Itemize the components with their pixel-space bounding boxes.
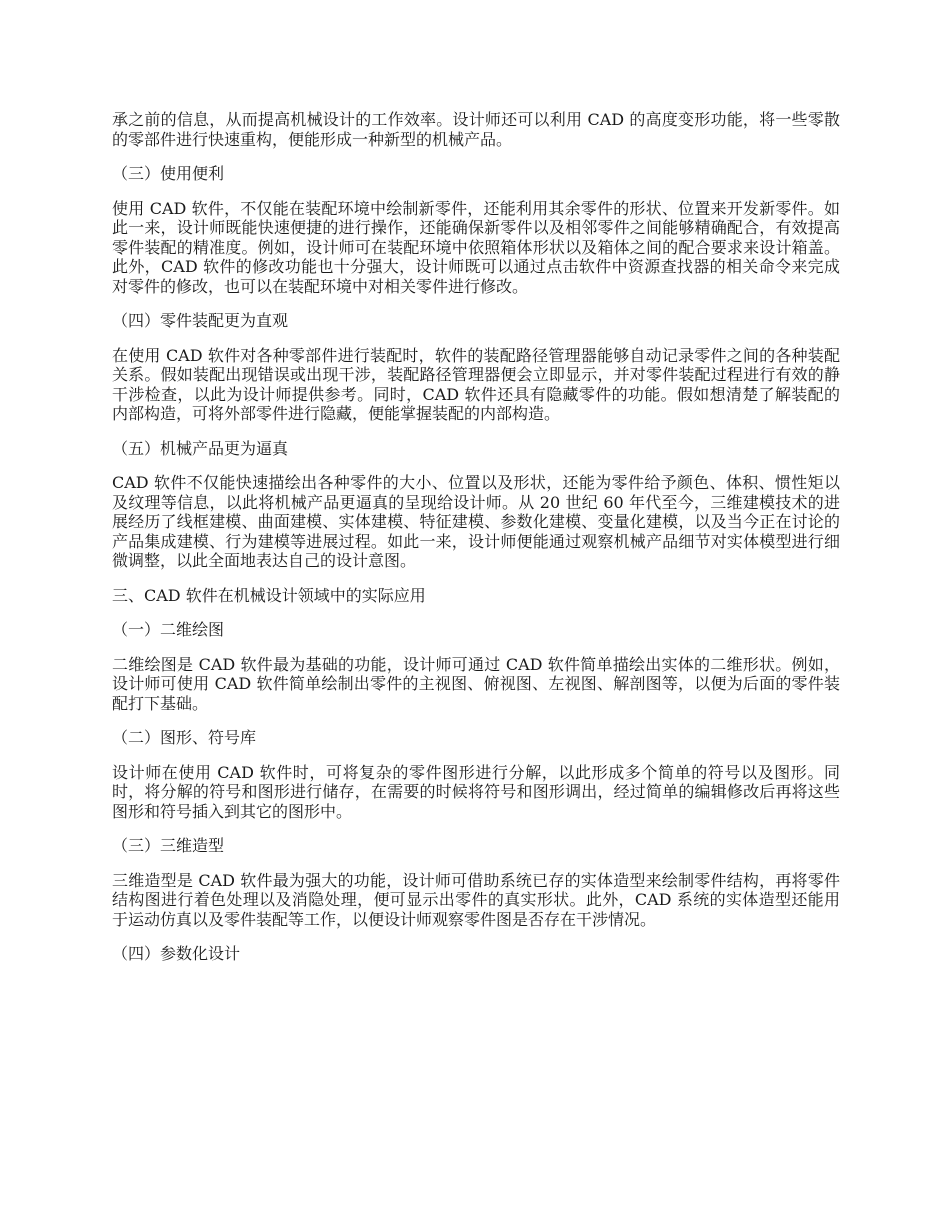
heading-3d-modeling: （三）三维造型 <box>112 836 225 855</box>
paragraph-3d-modeling: 三维造型是 CAD 软件最为强大的功能，设计师可借助系统已存的实体造型来绘制零件结构，再将零件结构图进行着色处理以及消隐处理，便可显示出零件的真实形状。此外，CAD 系统的实体造型还能用于运动仿真以及零件装配等工作，以便设计师观察零件图是否存在干涉情况。 <box>112 870 840 929</box>
heading-intuitive-assembly: （四）零件装配更为直观 <box>112 311 289 330</box>
paragraph-symbol-library: 设计师在使用 CAD 软件时，可将复杂的零件图形进行分解，以此形成多个简单的符号以及图形。同时，将分解的符号和图形进行储存，在需要的时候将符号和图形调出，经过简单的编辑修改后再将这些图形和符号插入到其它的图形中。 <box>112 762 840 821</box>
heading-parametric-design: （四）参数化设计 <box>112 944 241 963</box>
section-heading-practical-applications: 三、CAD 软件在机械设计领域中的实际应用 <box>112 585 426 605</box>
document-page <box>112 110 840 979</box>
paragraph-realistic-products: CAD 软件不仅能快速描绘出各种零件的大小、位置以及形状，还能为零件给予颜色、体积、惯性矩以及纹理等信息，以此将机械产品更逼真的呈现给设计师。从 20 世纪 60 年代至今，三维建模技术的进展经历了线框建模、曲面建模、实体建模、特征建模、参数化建模、变量化建模，以及当今正在讨论的产品集成建模、行为建模等进展过程。如此一来，设计师便能通过观察机械产品细节对实体模型进行细微调整，以此全面地表达自己的设计意图。 <box>112 473 840 570</box>
heading-realistic-products: （五）机械产品更为逼真 <box>112 438 289 458</box>
heading-convenient-use: （三）使用便利 <box>112 164 225 183</box>
heading-symbol-library: （二）图形、符号库 <box>112 728 257 747</box>
paragraph-intro-continuation: 承之前的信息，从而提高机械设计的工作效率。设计师还可以利用 CAD 的高度变形功能，将一些零散的零部件进行快速重构，便能形成一种新型的机械产品。 <box>112 110 840 149</box>
paragraph-convenient-use: 使用 CAD 软件，不仅能在装配环境中绘制新零件，还能利用其余零件的形状、位置来开发新零件。如此一来，设计师既能快速便捷的进行操作，还能确保新零件以及相邻零件之间能够精确配合，有效提高零件装配的精准度。例如，设计师可在装配环境中依照箱体形状以及箱体之间的配合要求来设计箱盖。此外，CAD 软件的修改功能也十分强大，设计师既可以通过点击软件中资源查找器的相关命令来完成对零件的修改，也可以在装配环境中对相关零件进行修改。 <box>112 198 840 296</box>
heading-2d-drawing: （一）二维绘图 <box>112 620 225 639</box>
paragraph-intuitive-assembly: 在使用 CAD 软件对各种零部件进行装配时，软件的装配路径管理器能够自动记录零件之间的各种装配关系。假如装配出现错误或出现干涉，装配路径管理器便会立即显示，并对零件装配过程进行有效的静干涉检查，以此为设计师提供参考。同时，CAD 软件还具有隐藏零件的功能。假如想清楚了解装配的内部构造，可将外部零件进行隐藏，便能掌握装配的内部构造。 <box>112 345 840 423</box>
paragraph-2d-drawing: 二维绘图是 CAD 软件最为基础的功能，设计师可通过 CAD 软件简单描绘出实体的二维形状。例如，设计师可使用 CAD 软件简单绘制出零件的主视图、俯视图、左视图、解剖图等，以便为后面的零件装配打下基础。 <box>112 654 840 713</box>
